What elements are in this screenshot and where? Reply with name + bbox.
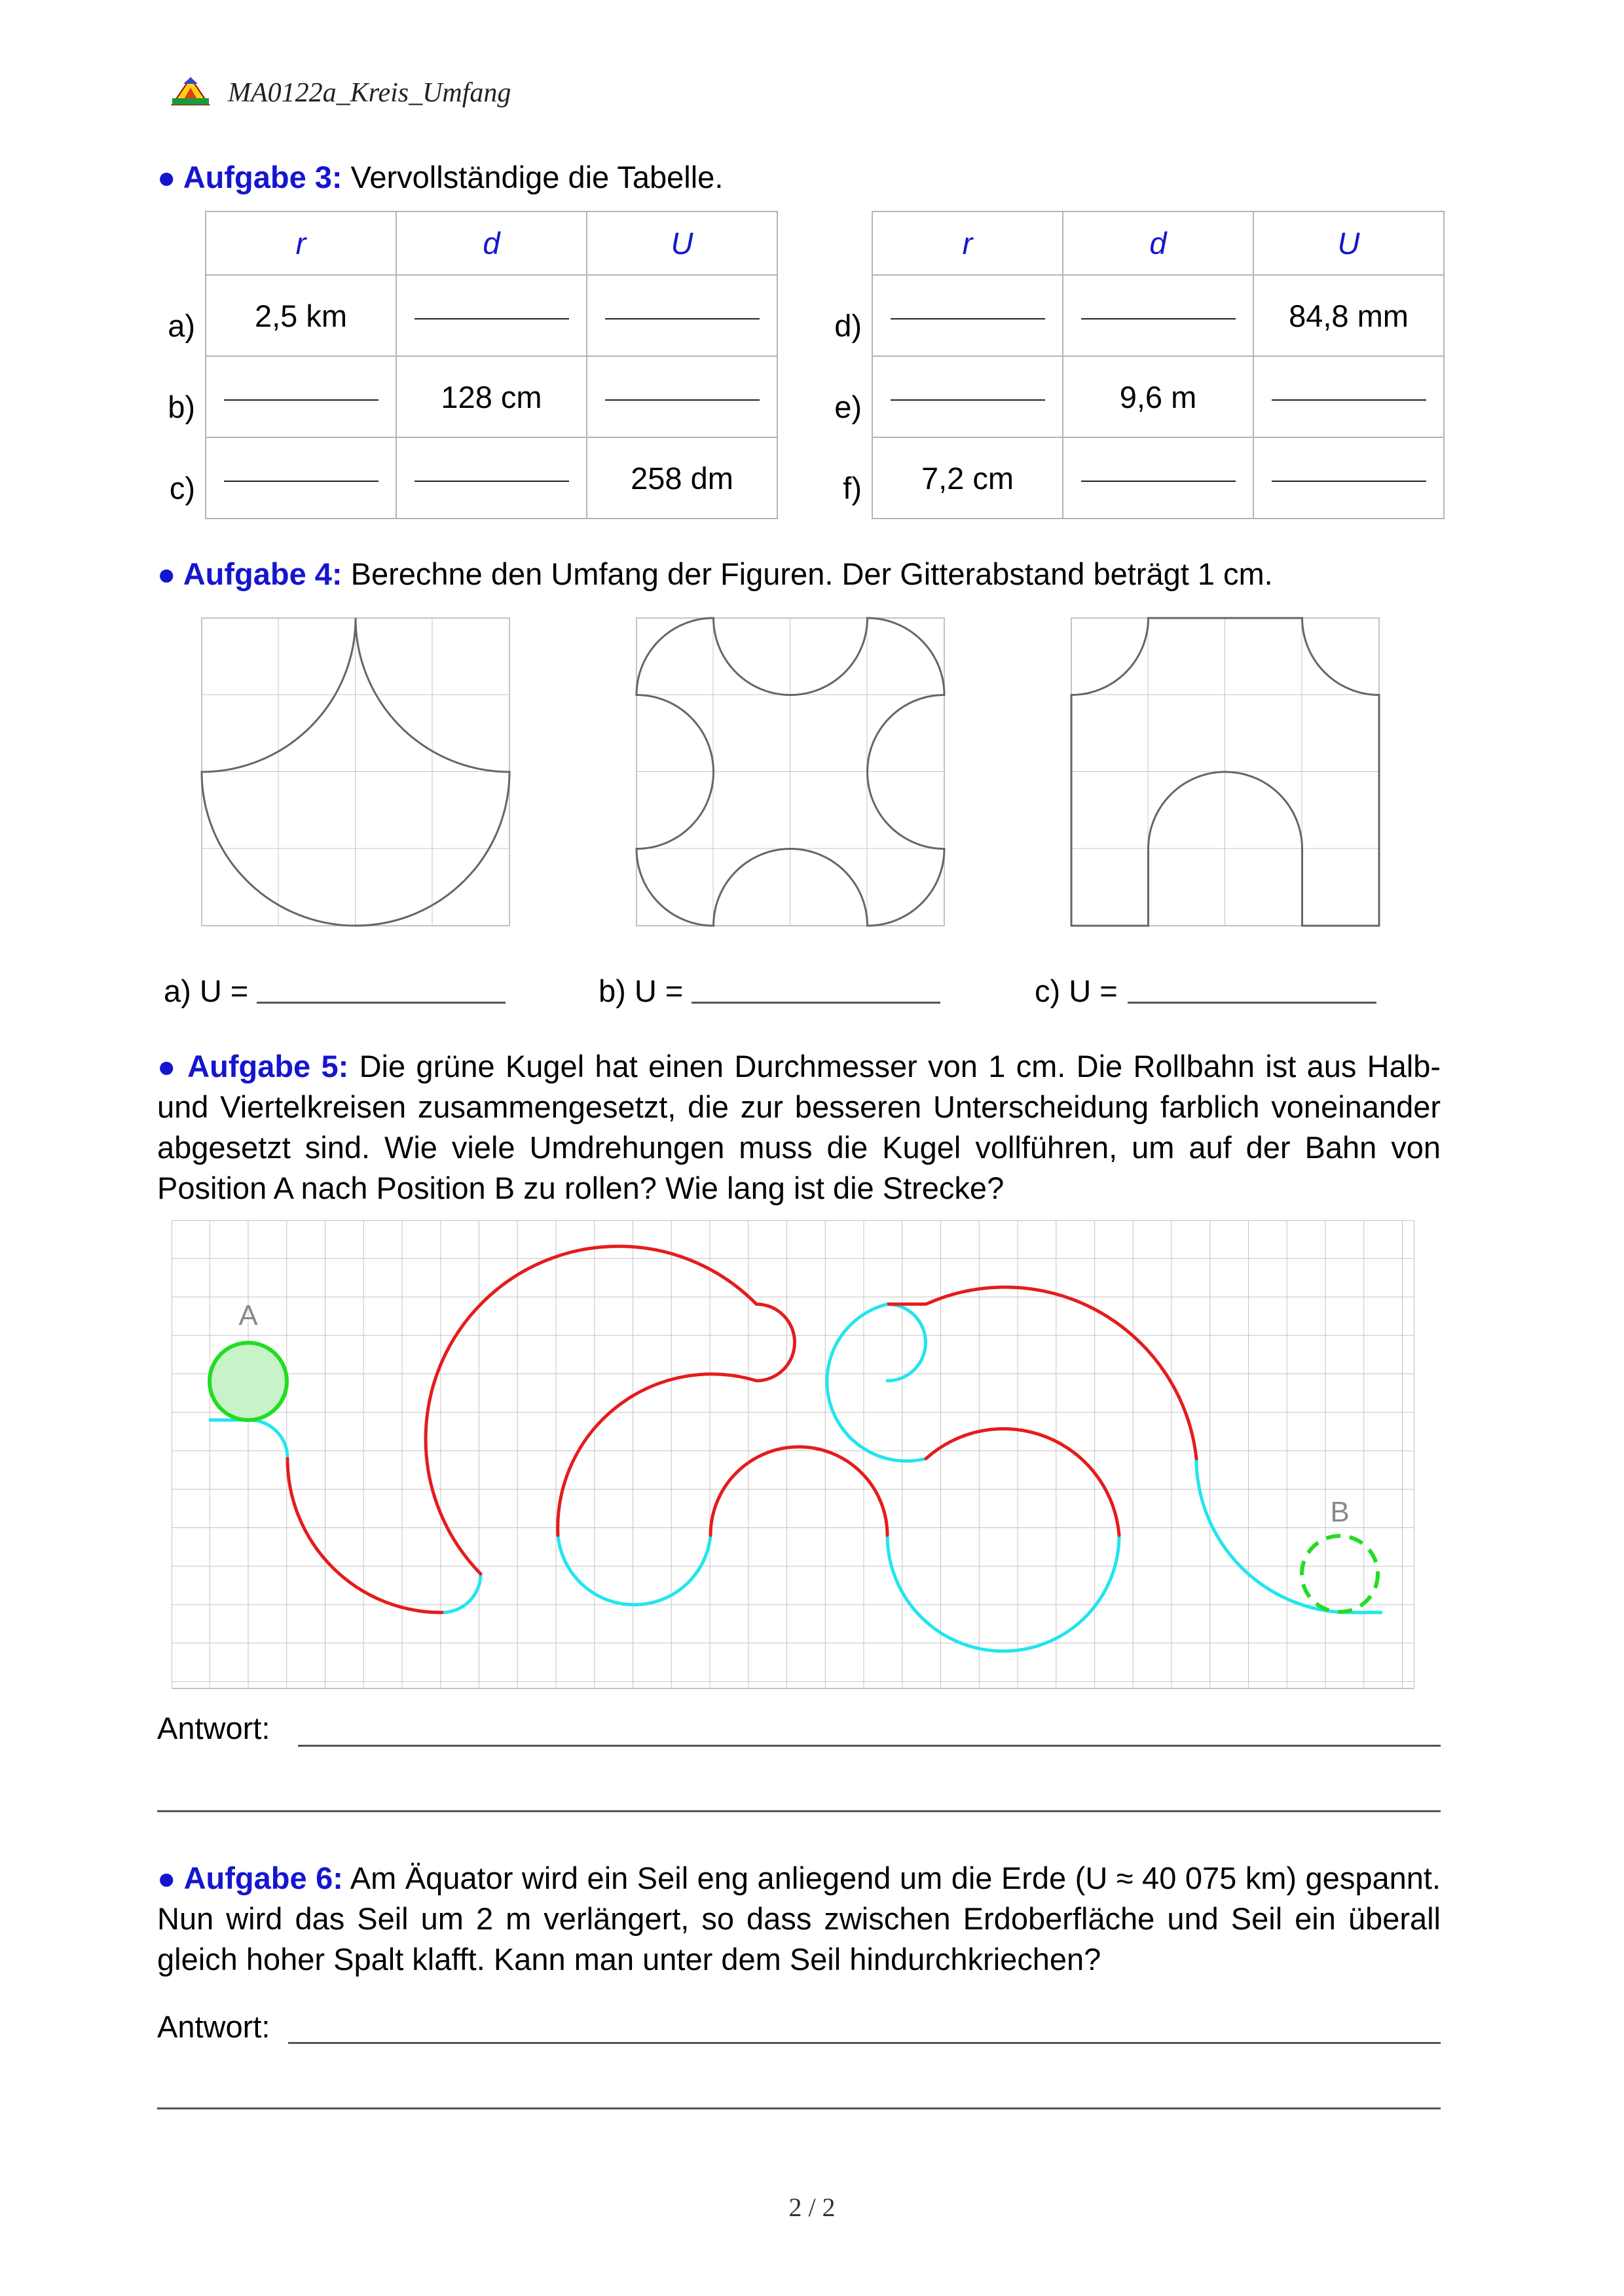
task4-heading: ● Aufgabe 4: Berechne den Umfang der Figuren. Der Gitterabstand beträgt 1 cm.	[157, 556, 1273, 591]
cell-a-d-blank	[396, 275, 587, 356]
ball-a	[210, 1343, 287, 1420]
cell-d-r-blank	[872, 275, 1063, 356]
task6-paragraph: ● Aufgabe 6: Am Äquator wird ein Seil eng anliegend um die Erde (U ≈ 40 075 km) gespannt. Nun wird das Seil um 2 m verlängert, so dass zwischen Erdoberfläche und Seil ein überall gleich hoher Spalt klafft. Kann man unter dem Seil hindurchkriechen?	[157, 1861, 1441, 1977]
answer-c-line[interactable]	[1128, 1002, 1376, 1004]
col-header-u: U	[587, 211, 777, 275]
rolling-track	[172, 1220, 1414, 1689]
answer-b-line[interactable]	[692, 1002, 940, 1004]
page-number: 2 / 2	[788, 2193, 836, 2222]
answer-c-label: c) U =	[1035, 974, 1118, 1008]
row-label-d: d)	[834, 308, 862, 343]
cell-d-d-blank	[1063, 275, 1253, 356]
col-header-r: r	[206, 211, 396, 275]
cell-c-d-blank	[396, 437, 587, 519]
cell-c-u: 258 dm	[587, 437, 777, 519]
cell-f-r: 7,2 cm	[872, 437, 1063, 519]
cell-d-u: 84,8 mm	[1253, 275, 1444, 356]
label-b: B	[1330, 1496, 1350, 1528]
row-label-e: e)	[834, 390, 862, 424]
figure-b	[637, 618, 944, 926]
figures-task4	[196, 612, 1395, 933]
task6-answer-line-2[interactable]	[157, 2107, 1441, 2109]
task6-answer-label: Antwort:	[157, 2009, 270, 2044]
col-header-d: d	[1063, 211, 1253, 275]
task5-answer-line-2[interactable]	[157, 1810, 1441, 1812]
col-header-r: r	[872, 211, 1063, 275]
cell-b-d: 128 cm	[396, 356, 587, 437]
answer-b-label: b) U =	[599, 974, 684, 1008]
task6-text: Am Äquator wird ein Seil eng anliegend um die Erde (U ≈ 40 075 km) gespannt. Nun wird das Seil um 2 m verlängert, so dass zwischen Erdoberfläche und Seil ein überall gleich hoher Spalt klafft. Kann man unter dem Seil hindurchkriechen?	[157, 1861, 1441, 1977]
answer-a-label: a) U =	[164, 974, 249, 1008]
task3-text: Vervollständige die Tabelle.	[350, 160, 724, 194]
logo-icon	[169, 76, 212, 106]
cell-f-u-blank	[1253, 437, 1444, 519]
task5-text: Die grüne Kugel hat einen Durchmesser von 1 cm. Die Rollbahn ist aus Halb- und Viertelkreisen zusammengesetzt, die zur besseren Unterscheidung farblich voneinander abgesetzt sind. Wie viele Umdrehungen muss die Kugel vollführen, um auf der Bahn von Position A nach Position B zu rollen? Wie lang ist die Strecke?	[157, 1049, 1441, 1205]
cell-b-r-blank	[206, 356, 396, 437]
cell-e-d: 9,6 m	[1063, 356, 1253, 437]
task3-heading: ● Aufgabe 3: Vervollständige die Tabelle.	[157, 160, 724, 194]
task5-answer-label: Antwort:	[157, 1711, 270, 1745]
task3-table-right	[872, 211, 1445, 519]
cell-b-u-blank	[587, 356, 777, 437]
task5-paragraph: ● Aufgabe 5: Die grüne Kugel hat einen Durchmesser von 1 cm. Die Rollbahn ist aus Halb- und Viertelkreisen zusammengesetzt, die zur besseren Unterscheidung farblich voneinander abgesetzt sind. Wie viele Umdrehungen muss die Kugel vollführen, um auf der Bahn von Position A nach Position B zu rollen? Wie lang ist die Strecke?	[157, 1049, 1441, 1205]
row-label-a: a)	[168, 308, 195, 343]
task4-text: Berechne den Umfang der Figuren. Der Gitterabstand beträgt 1 cm.	[350, 556, 1273, 591]
cell-f-d-blank	[1063, 437, 1253, 519]
row-label-b: b)	[168, 390, 195, 424]
row-label-c: c)	[169, 471, 195, 505]
cell-e-u-blank	[1253, 356, 1444, 437]
col-header-u: U	[1253, 211, 1444, 275]
task6-answer-line-1[interactable]	[288, 2042, 1441, 2044]
cell-a-r: 2,5 km	[206, 275, 396, 356]
cell-a-u-blank	[587, 275, 777, 356]
task3-table-left	[205, 211, 778, 519]
cell-c-r-blank	[206, 437, 396, 519]
figure-c	[1071, 618, 1379, 926]
label-a: A	[238, 1300, 258, 1332]
figure-a	[202, 618, 509, 926]
answer-a-line[interactable]	[257, 1002, 506, 1004]
task5-answer-line-1[interactable]	[298, 1745, 1441, 1747]
cell-e-r-blank	[872, 356, 1063, 437]
doc-id: MA0122a_Kreis_Umfang	[228, 78, 511, 108]
col-header-d: d	[396, 211, 587, 275]
row-label-f: f)	[843, 471, 862, 505]
